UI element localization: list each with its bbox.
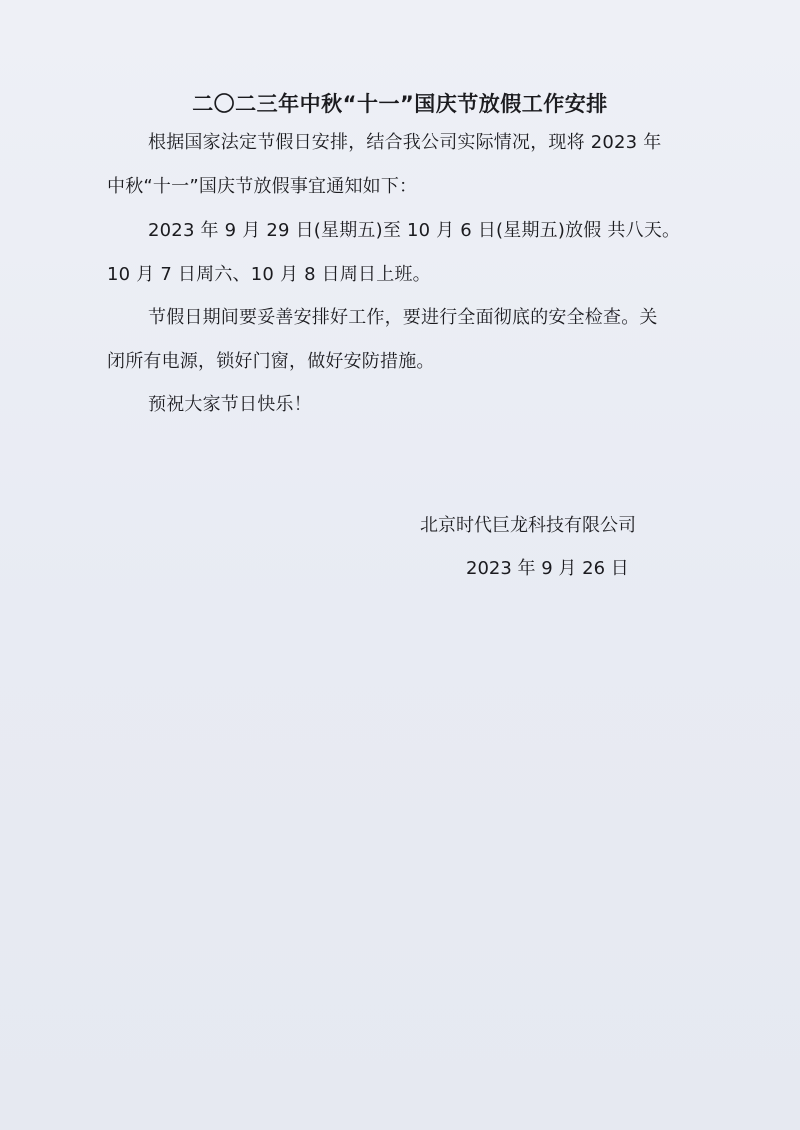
signature-company: 北京时代巨龙科技有限公司 (420, 515, 636, 536)
body-line-6: 闭所有电源，锁好门窗，做好安防措施。 (107, 351, 435, 372)
body-line-2: 中秋“十一”国庆节放假事宜通知如下： (107, 176, 418, 197)
notice-title: 二〇二三年中秋“十一”国庆节放假工作安排 (192, 92, 608, 116)
signature-date: 2023 年 9 月 26 日 (466, 558, 629, 579)
body-line-1: 根据国家法定节假日安排，结合我公司实际情况，现将 2023 年 (148, 132, 662, 153)
body-line-3: 2023 年 9 月 29 日(星期五)至 10 月 6 日(星期五)放假 共八天。 (148, 220, 681, 241)
body-line-4: 10 月 7 日周六、10 月 8 日周日上班。 (107, 264, 431, 285)
body-line-5: 节假日期间要妥善安排好工作，要进行全面彻底的安全检查。关 (148, 307, 658, 328)
body-line-7: 预祝大家节日快乐！ (148, 394, 312, 415)
